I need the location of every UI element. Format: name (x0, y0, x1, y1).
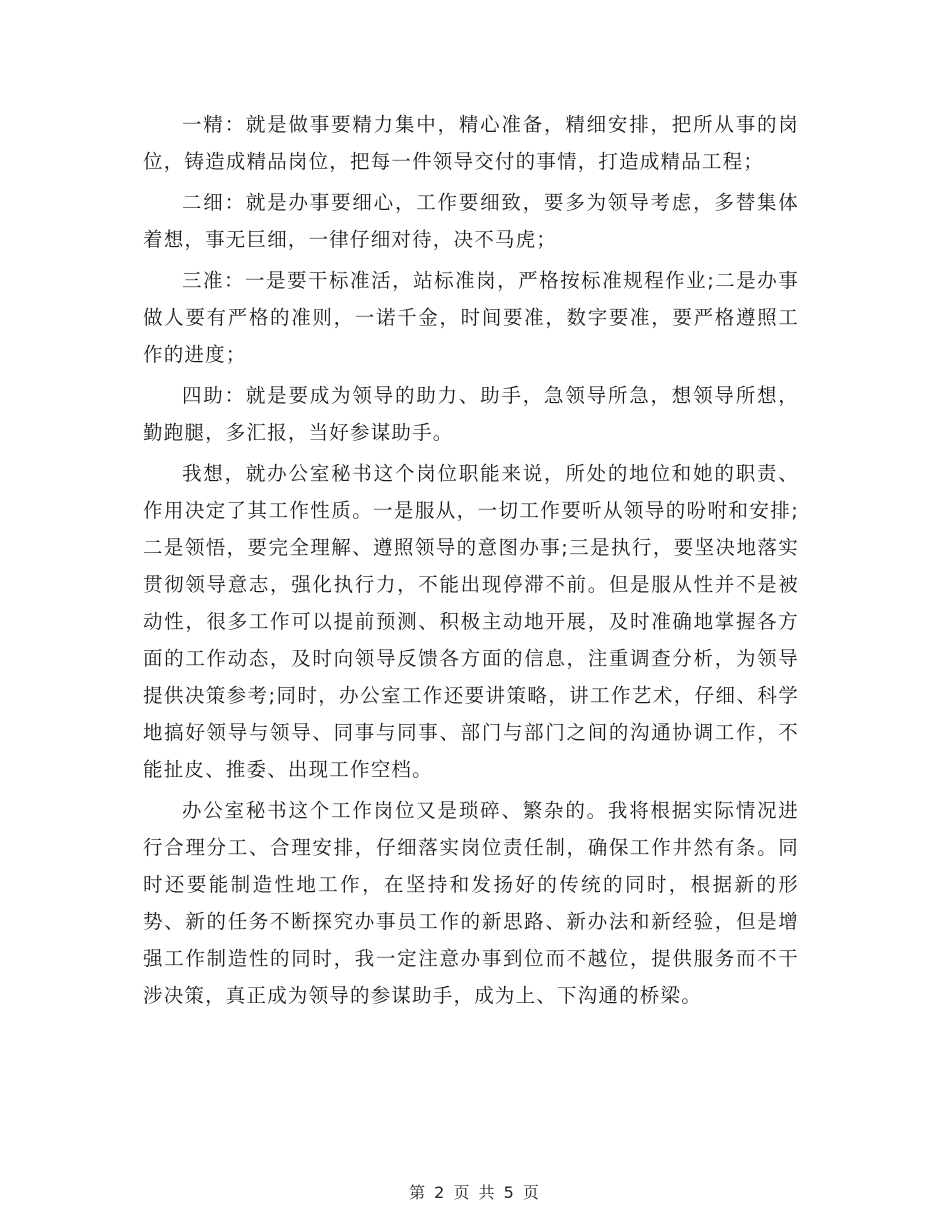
paragraph-san-zhun: 三准：一是要干标准活，站标准岗，严格按标准规程作业;二是办事做人要有严格的准则，一诺千金，时间要准，数字要准，要严格遵照工作的进度； (143, 269, 799, 366)
paragraph-er-xi: 二细：就是办事要细心，工作要细致，要多为领导考虑，多替集体着想，事无巨细，一律仔细对待，决不马虎； (143, 191, 799, 251)
paragraph-work-plan: 办公室秘书这个工作岗位又是琐碎、繁杂的。我将根据实际情况进行合理分工、合理安排，仔细落实岗位责任制，确保工作井然有条。同时还要能制造性地工作，在坚持和发扬好的传统的同时，根据新的形势、新的任务不断探究办事员工作的新思路、新办法和新经验，但是增强工作制造性的同时，我一定注意办事到位而不越位，提供服务而不干涉决策，真正成为领导的参谋助手，成为上、下沟通的桥梁。 (143, 799, 799, 1007)
page-number-footer: 第 2 页 共 5 页 (409, 1183, 541, 1202)
document-body (143, 106, 799, 1018)
paragraph-si-zhu: 四助：就是要成为领导的助力、助手，急领导所急，想领导所想，勤跑腿，多汇报，当好参谋助手。 (143, 384, 799, 444)
paragraph-job-nature: 我想，就办公室秘书这个岗位职能来说，所处的地位和她的职责、作用决定了其工作性质。一是服从，一切工作要听从领导的吩咐和安排;二是领悟，要完全理解、遵照领导的意图办事;三是执行，要坚决地落实贯彻领导意志，强化执行力，不能出现停滞不前。但是服从性并不是被动性，很多工作可以提前预测、积极主动地开展，及时准确地掌握各方面的工作动态，及时向领导反馈各方面的信息，注重调查分析，为领导提供决策参考;同时，办公室工作还要讲策略，讲工作艺术，仔细、科学地搞好领导与领导、同事与同事、部门与部门之间的沟通协调工作，不能扯皮、推委、出现工作空档。 (143, 462, 799, 781)
paragraph-yi-jing: 一精：就是做事要精力集中，精心准备，精细安排，把所从事的岗位，铸造成精品岗位，把每一件领导交付的事情，打造成精品工程； (143, 113, 799, 173)
